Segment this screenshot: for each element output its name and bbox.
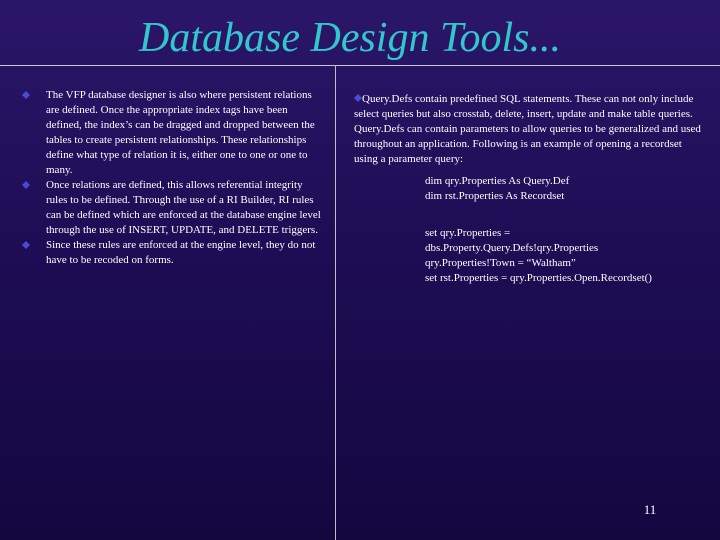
diamond-bullet-icon <box>22 91 30 99</box>
code-line: dim qry.Properties As Query.Def <box>425 175 570 187</box>
right-column <box>354 92 702 286</box>
diamond-bullet-icon <box>22 181 30 189</box>
column-divider <box>335 65 336 540</box>
code-line: set rst.Properties = qry.Properties.Open.Recordset() <box>425 272 652 284</box>
code-line: qry.Properties!Town = “Waltham” <box>425 257 576 269</box>
slide-title: Database Design Tools... <box>139 15 561 61</box>
bullet-item <box>22 238 322 268</box>
code-line: set qry.Properties = <box>425 227 511 239</box>
querydefs-paragraph <box>354 92 702 167</box>
bullet-text: Once relations are defined, this allows referential integrity rules to be defined. Through the use of a RI Builder, RI rules can be defined which are enforced at the database engine level through the use of INSERT, UPDATE, and DELETE triggers. <box>46 179 321 236</box>
bullet-text: Since these rules are enforced at the engine level, they do not have to be recoded on forms. <box>46 239 316 266</box>
code-line: dbs.Property.Query.Defs!qry.Properties <box>425 242 599 254</box>
bullet-item <box>22 88 322 178</box>
code-block-statements <box>354 226 702 286</box>
diamond-bullet-icon <box>22 241 30 249</box>
bullet-text: The VFP database designer is also where persistent relations are defined. Once the appropriate index tags have been defined, the index’s can be dragged and dropped between the tables to create persistent relationships. These relationships define what type of relation it is, either one to one or one to many. <box>46 89 315 176</box>
diamond-bullet-icon <box>354 94 362 102</box>
title-divider <box>0 65 720 66</box>
code-block-declarations <box>354 174 702 204</box>
left-column <box>22 88 322 268</box>
code-line: dim rst.Properties As Recordset <box>425 190 565 202</box>
page-number: 11 <box>643 502 657 517</box>
querydefs-text: Query.Defs contain predefined SQL statements. These can not only include select queries but also crosstab, delete, insert, update and make table queries. Query.Defs can contain parameters to allow queries to be generalized and used throughout an application. Following is an example of opening a recordset using a parameter query: <box>354 93 701 165</box>
bullet-item <box>22 178 322 238</box>
